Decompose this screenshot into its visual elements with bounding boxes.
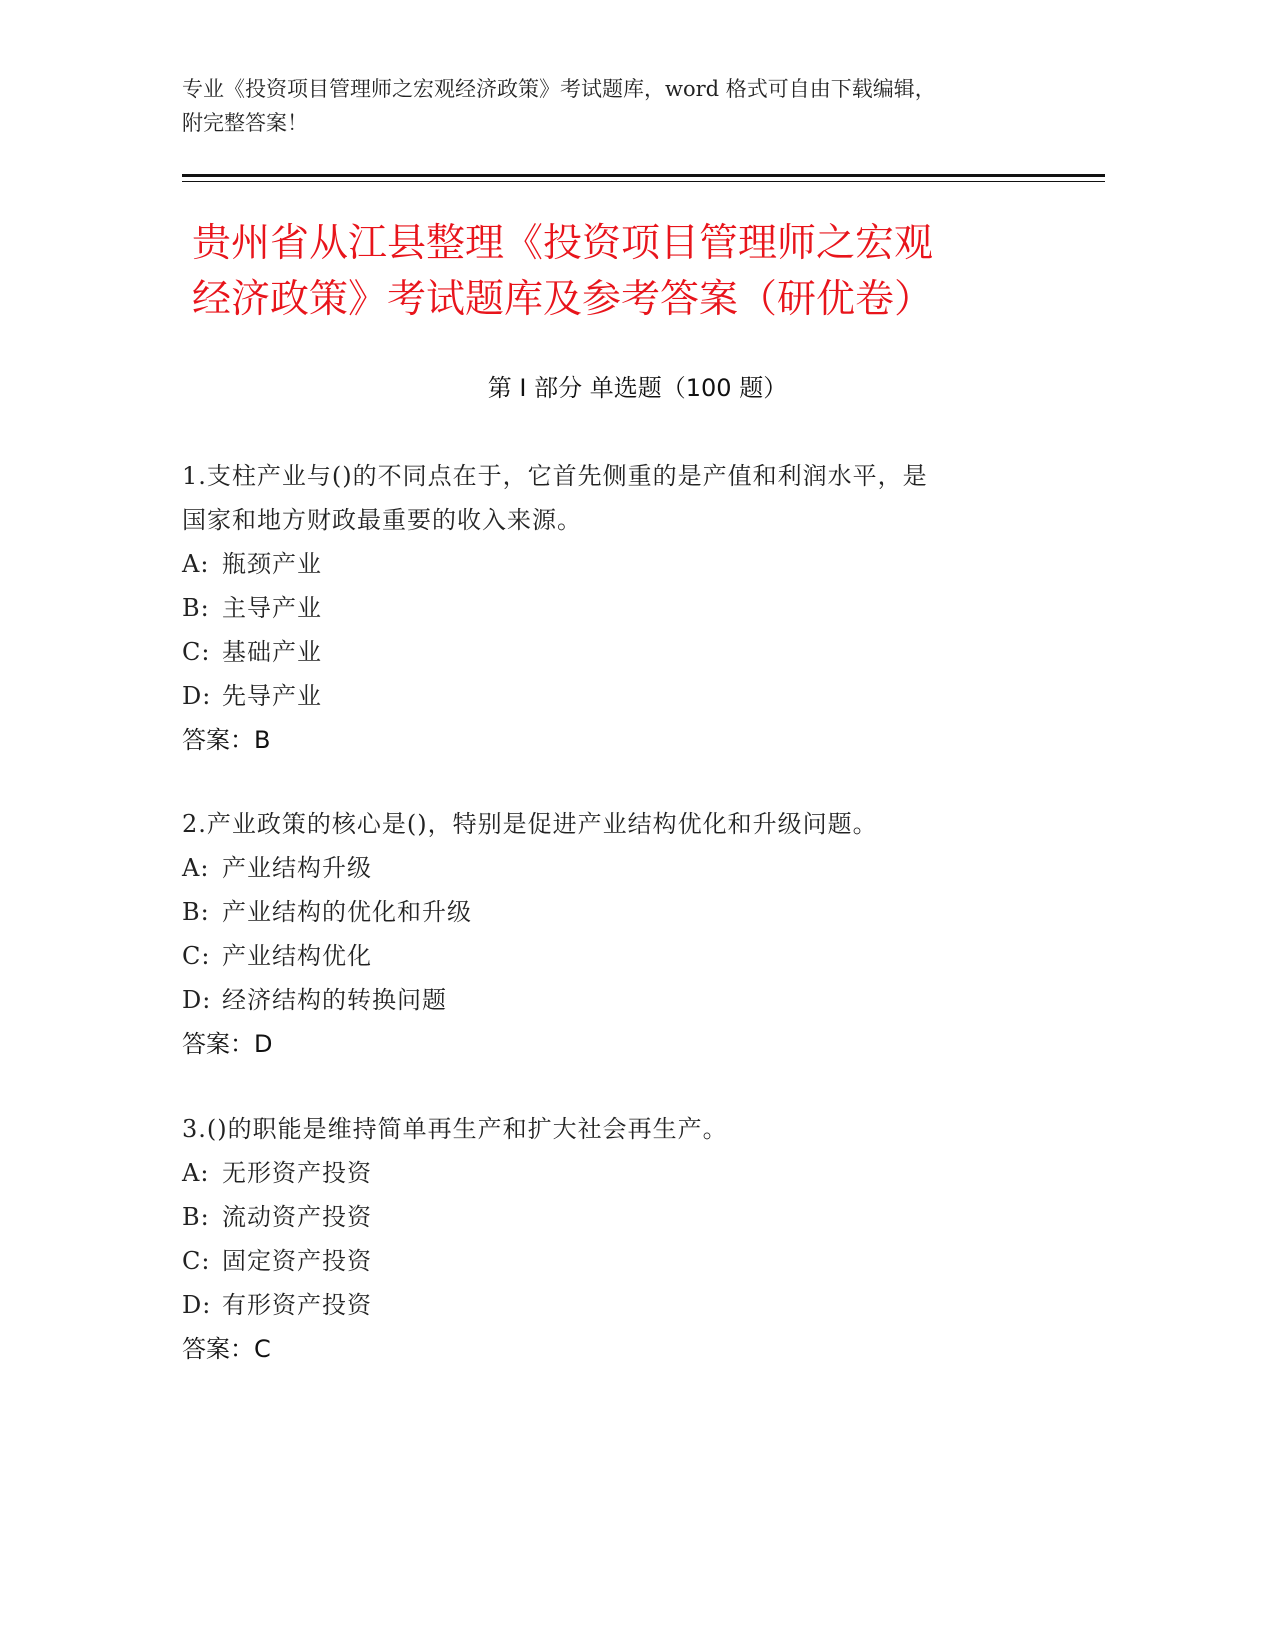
option-letter: D: bbox=[182, 1291, 212, 1319]
option-b bbox=[182, 890, 1042, 934]
section-title: 第 I 部分 单选题（100 题） bbox=[487, 374, 788, 402]
question-stem-line-1: 1.支柱产业与()的不同点在于，它首先侧重的是产值和利润水平，是 bbox=[182, 462, 928, 490]
option-c bbox=[182, 1239, 1042, 1283]
option-c bbox=[182, 934, 1042, 978]
option-letter: A: bbox=[182, 550, 210, 578]
header-note-line-1: 专业《投资项目管理师之宏观经济政策》考试题库，word 格式可自由下载编辑， bbox=[182, 77, 936, 101]
question-stem-line-1: 2.产业政策的核心是()，特别是促进产业结构优化和升级问题。 bbox=[182, 810, 878, 838]
header-note-line-2: 附完整答案！ bbox=[182, 111, 308, 135]
option-letter: D: bbox=[182, 986, 212, 1014]
answer-line: 答案：B bbox=[182, 726, 271, 754]
option-text: 经济结构的转换问题 bbox=[222, 986, 447, 1014]
option-text: 有形资产投资 bbox=[222, 1291, 372, 1319]
question-2 bbox=[182, 802, 1042, 1066]
option-letter: C: bbox=[182, 1247, 211, 1275]
option-text: 主导产业 bbox=[222, 594, 322, 622]
option-letter: A: bbox=[182, 854, 210, 882]
option-d bbox=[182, 1283, 1042, 1327]
question-1 bbox=[182, 454, 1042, 762]
option-b bbox=[182, 586, 1042, 630]
option-text: 流动资产投资 bbox=[222, 1203, 372, 1231]
option-a bbox=[182, 846, 1042, 890]
option-letter: B: bbox=[182, 898, 210, 926]
document-title bbox=[192, 216, 1072, 328]
option-letter: C: bbox=[182, 638, 211, 666]
option-letter: B: bbox=[182, 1203, 210, 1231]
option-text: 无形资产投资 bbox=[222, 1159, 372, 1187]
question-stem-line-2: 国家和地方财政最重要的收入来源。 bbox=[182, 506, 582, 534]
option-b bbox=[182, 1195, 1042, 1239]
option-c bbox=[182, 630, 1042, 674]
option-text: 固定资产投资 bbox=[222, 1247, 372, 1275]
option-a bbox=[182, 1151, 1042, 1195]
document-title-line-2: 经济政策》考试题库及参考答案（研优卷） bbox=[192, 277, 934, 322]
header-divider-thick bbox=[182, 174, 1105, 177]
header-divider-thin bbox=[182, 181, 1105, 182]
question-stem-line-1: 3.()的职能是维持简单再生产和扩大社会再生产。 bbox=[182, 1115, 728, 1143]
header-note bbox=[182, 72, 1062, 140]
option-text: 先导产业 bbox=[222, 682, 322, 710]
option-a bbox=[182, 542, 1042, 586]
option-text: 瓶颈产业 bbox=[222, 550, 322, 578]
option-d bbox=[182, 978, 1042, 1022]
option-text: 产业结构优化 bbox=[222, 942, 372, 970]
option-d bbox=[182, 674, 1042, 718]
answer-line: 答案：D bbox=[182, 1030, 273, 1058]
option-letter: D: bbox=[182, 682, 212, 710]
answer-line: 答案：C bbox=[182, 1335, 271, 1363]
option-letter: C: bbox=[182, 942, 211, 970]
option-text: 产业结构的优化和升级 bbox=[222, 898, 472, 926]
option-text: 产业结构升级 bbox=[222, 854, 372, 882]
document-title-line-1: 贵州省从江县整理《投资项目管理师之宏观 bbox=[192, 221, 934, 266]
question-3 bbox=[182, 1107, 1042, 1371]
option-text: 基础产业 bbox=[222, 638, 322, 666]
option-letter: B: bbox=[182, 594, 210, 622]
option-letter: A: bbox=[182, 1159, 210, 1187]
